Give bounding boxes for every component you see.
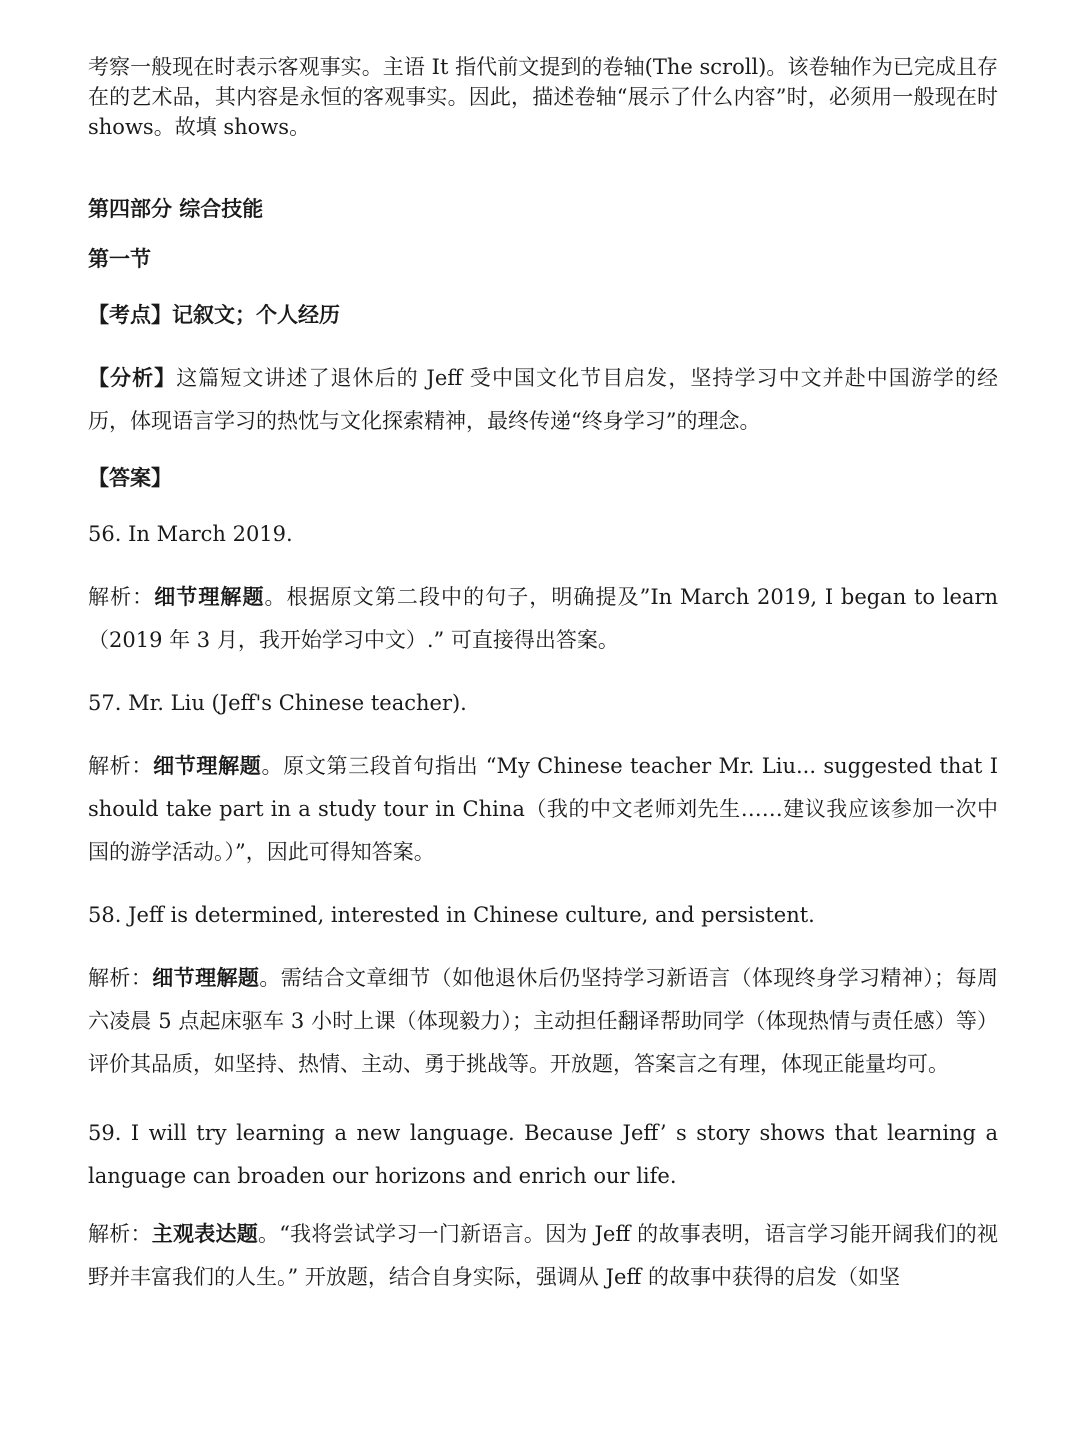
- explanation-text: 。根据原文第二段中的句子，明确提及”In March 2019, I began to learn（2019 年 3 月，我开始学习中文）.” 可直接得出答案。: [88, 585, 999, 652]
- explanation-56: [88, 575, 998, 662]
- section-subtitle: 第一节: [88, 246, 151, 271]
- explanation-prefix: 解析：: [88, 1222, 152, 1246]
- explanation-prefix: 解析：: [88, 754, 154, 778]
- kaodian-text: 记叙文；个人经历: [172, 302, 340, 327]
- answer-59: 59. I will try learning a new language. Because Jeff’ s story shows that learning a language can broaden our horizons and enrich our life.: [88, 1121, 998, 1188]
- explanation-57: [88, 744, 998, 874]
- question-type: 细节理解题: [153, 753, 262, 778]
- intro-paragraph: 考察一般现在时表示客观事实。主语 It 指代前文提到的卷轴(The scroll)。该卷轴作为已完成且存在的艺术品，其内容是永恒的客观事实。因此，描述卷轴“展示了什么内容”时，必须用一般现在时 shows。故填 shows。: [88, 55, 998, 139]
- answer-57: 57. Mr. Liu (Jeff's Chinese teacher).: [88, 691, 467, 715]
- answers-heading: 【答案】: [88, 465, 172, 490]
- explanation-prefix: 解析：: [88, 966, 153, 990]
- explanation-text: 。原文第三段首句指出 “My Chinese teacher Mr. Liu... suggested that I should take part in a study tour in China（我的中文老师刘先生……建议我应该参加一次中国的游学活动。）”，因此可得知答案。: [88, 754, 999, 864]
- kaodian-label: 【考点】: [88, 302, 172, 327]
- document-page: [88, 52, 998, 1299]
- explanation-59: [88, 1212, 998, 1299]
- question-type: 细节理解题: [152, 965, 260, 990]
- question-type: 细节理解题: [154, 584, 265, 609]
- fenxi-text: 这篇短文讲述了退休后的 Jeff 受中国文化节目启发，坚持学习中文并赴中国游学的经历，体现语言学习的热忱与文化探索精神，最终传递“终身学习”的理念。: [88, 366, 998, 433]
- section-title: 第四部分 综合技能: [88, 196, 264, 221]
- answer-58: 58. Jeff is determined, interested in Chinese culture, and persistent.: [88, 903, 815, 927]
- explanation-text: 。“我将尝试学习一门新语言。因为 Jeff 的故事表明，语言学习能开阔我们的视野并丰富我们的人生。” 开放题，结合自身实际，强调从 Jeff 的故事中获得的启发（如坚: [88, 1222, 999, 1289]
- question-type: 主观表达题: [151, 1221, 258, 1246]
- explanation-58: [88, 956, 998, 1086]
- answer-56: 56. In March 2019.: [88, 522, 293, 546]
- explanation-prefix: 解析：: [88, 585, 155, 609]
- explanation-text: 。需结合文章细节（如他退休后仍坚持学习新语言（体现终身学习精神）；每周六凌晨 5 点起床驱车 3 小时上课（体现毅力）；主动担任翻译帮助同学（体现热情与责任感）等）评价其品质，如坚持、热情、主动、勇于挑战等。开放题，答案言之有理，体现正能量均可。: [88, 966, 999, 1076]
- fenxi-label: 【分析】: [88, 365, 177, 390]
- fenxi-paragraph: [88, 356, 998, 443]
- kaodian-line: [88, 300, 998, 330]
